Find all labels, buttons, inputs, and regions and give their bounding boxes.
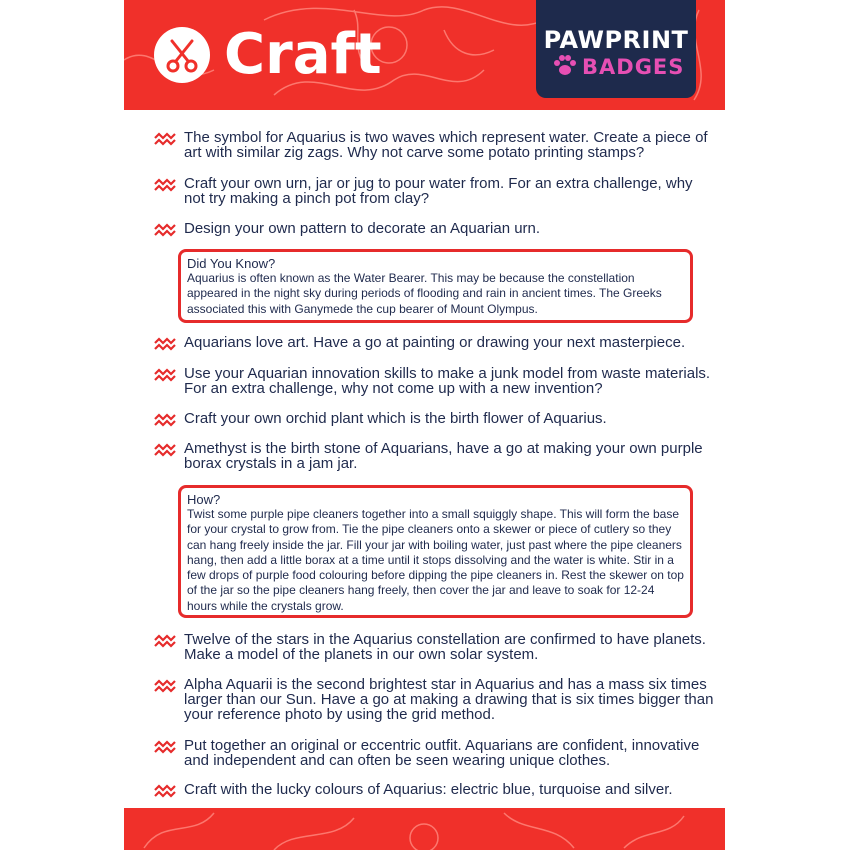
aquarius-waves-icon	[154, 132, 176, 146]
logo-bottom-text: BADGES	[582, 55, 685, 79]
paw-icon	[552, 54, 578, 78]
pawprint-badges-logo	[536, 0, 696, 98]
aquarius-waves-icon	[154, 337, 176, 351]
how-box	[178, 485, 693, 618]
aquarius-waves-icon	[154, 443, 176, 457]
aquarius-waves-icon	[154, 223, 176, 237]
scissors-icon	[154, 27, 210, 83]
worksheet-page: Craft PAWPRINT BADGES The symbol for Aquarius is two waves which represent water. Create a piece of art with similar zig zags. Why not carve some potato printing stamps? Craft your own urn, jar or jug to pour water from. For an extra challenge, why not try making a pinch pot from clay? Design your own pattern to decorate an Aquarian urn. Did You Know? Aquarius is often known as the Water Bearer. This may be because the constellation appeared in the night sky during periods of flooding and rain in ancient times. The Greeks associated this with Ganymede the cup bearer of Mount Olympus. Aquarians love art. Have a go at painting or drawing your next masterpiece. Use your Aquarian innovation skills to make a junk model from waste materials. For an extra challenge, why not come up with a new invention? Craft your own orchid plant which is the birth flower of Aquarius. Amethyst is the birth stone of Aquarians, have a go at making your own purple borax crystals in a jam jar. How? Twist some purple pipe cleaners together into a small squiggly shape. This will form the base for your crystal to grow from. Tie the pipe cleaners onto a skewer or piece of cutlery so they can hang freely inside the jar. Fill your jar with boiling water, just past where the pipe cleaners hang, then add a little borax at a time until it stops dissolving and the water is white. Stir in a few drops of purple food colouring before dipping the pipe cleaners in. Rest the skewer on top of the jar so the pipe cleaners hang freely, then cover the jar and leave to soak for 12-24 hours while the crystals grow. Twelve of the stars in the Aquarius constellation are confirmed to have planets. Make a model of the planets in our own solar system. Alpha Aquarii is the second brightest star in Aquarius and has a mass six times larger than our Sun. Have a go at making a drawing that is six times bigger than your reference photo by using the grid method. Put together an original or eccentric outfit. Aquarians are confident, innovative and independent and can often be seen wearing unique clothes. Craft with the lucky colours of Aquarius: electric blue, turquoise and silver.	[124, 0, 725, 850]
how-title: How?	[187, 492, 221, 507]
footer-banner	[124, 808, 725, 850]
aquarius-waves-icon	[154, 740, 176, 754]
aquarius-waves-icon	[154, 679, 176, 693]
aquarius-waves-icon	[154, 413, 176, 427]
header-banner	[124, 0, 725, 110]
aquarius-waves-icon	[154, 634, 176, 648]
aquarius-waves-icon	[154, 178, 176, 192]
did-you-know-title: Did You Know?	[187, 256, 276, 271]
page-title: Craft	[224, 22, 382, 87]
aquarius-waves-icon	[154, 368, 176, 382]
aquarius-waves-icon	[154, 784, 176, 798]
did-you-know-box	[178, 249, 693, 323]
logo-top-text: PAWPRINT	[543, 26, 689, 54]
how-body: Twist some purple pipe cleaners together into a small squiggly shape. This will form the base for your crystal to grow from. Tie the pipe cleaners onto a skewer or piece of cutlery so they can hang freely inside the jar. Fill your jar with boiling water, just past where the pipe cleaners hang, then add a little borax at a time until it stops dissolving and the water is white. Stir in a few drops of purple food colouring before dipping the pipe cleaners in. Rest the skewer on top of the jar so the pipe cleaners hang freely, then cover the jar and leave to soak for 12-24 hours while the crystals grow.	[187, 507, 684, 613]
did-you-know-body: Aquarius is often known as the Water Bearer. This may be because the constellation appeared in the night sky during periods of flooding and rain in ancient times. The Greeks associated this with Ganymede the cup bearer of Mount Olympus.	[187, 271, 662, 316]
decorative-outline-pattern	[124, 808, 725, 850]
